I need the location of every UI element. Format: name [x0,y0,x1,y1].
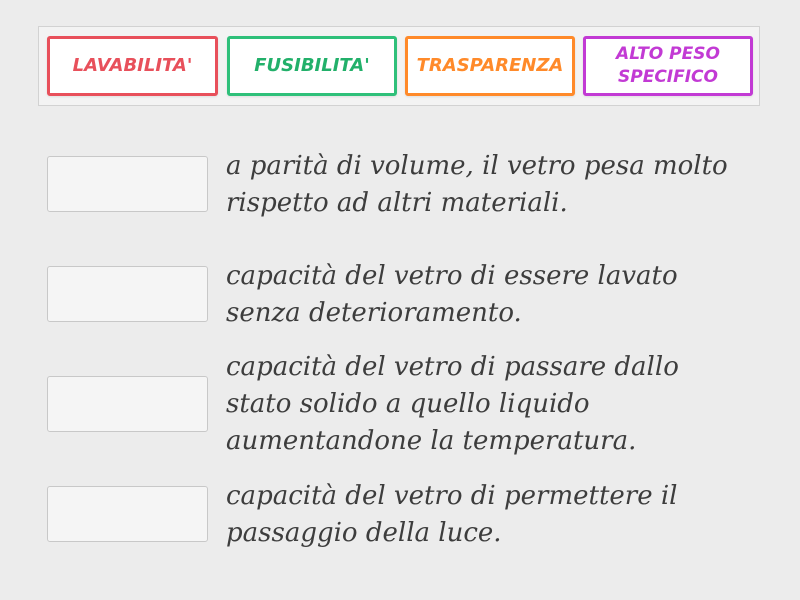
match-description: capacità del vetro di essere lavato senza deterioramento. [226,261,678,328]
match-description: capacità del vetro di passare dallo stato solido a quello liquido aumentandone la temperatura. [226,352,679,456]
drop-slot-4[interactable] [47,486,208,542]
answer-chip-lavabilita[interactable] [47,36,218,96]
drop-slot-2[interactable] [47,266,208,322]
answer-chip-trasparenza[interactable] [405,36,575,96]
answer-chip-label: ALTO PESO SPECIFICO [616,44,720,87]
match-description: capacità del vetro di permettere il passaggio della luce. [226,481,678,548]
drop-slot-1[interactable] [47,156,208,212]
answer-chip-label: FUSIBILITA' [254,55,370,76]
answer-bank [38,26,760,106]
match-description: a parità di volume, il vetro pesa molto rispetto ad altri materiali. [226,151,728,218]
answer-chip-label: LAVABILITA' [72,55,193,76]
answer-chip-label: TRASPARENZA [416,55,564,76]
drop-slot-3[interactable] [47,376,208,432]
answer-chip-fusibilita[interactable] [227,36,397,96]
answer-chip-alto-peso-specifico[interactable] [583,36,753,96]
